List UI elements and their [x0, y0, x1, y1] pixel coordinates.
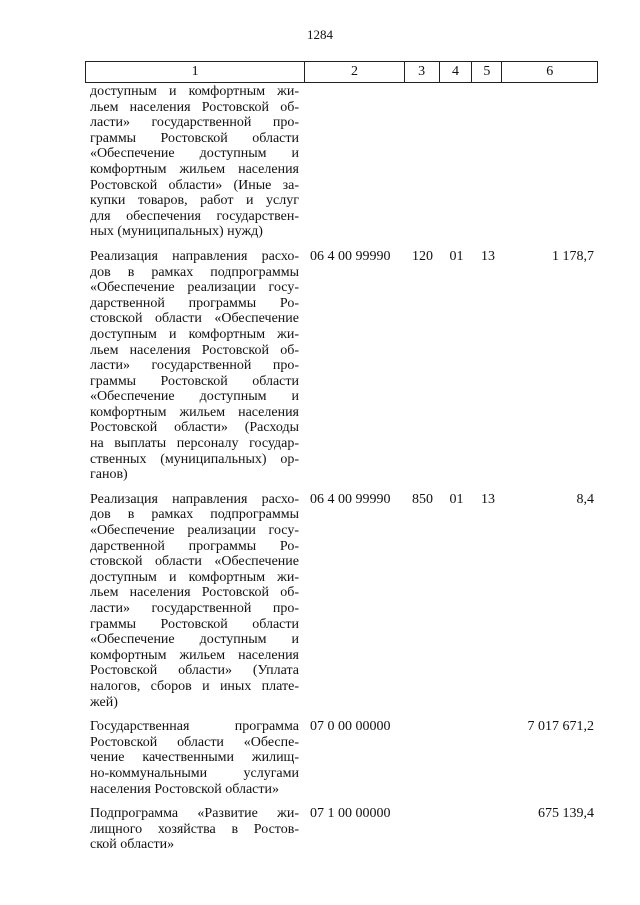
row-description [85, 84, 305, 240]
row-subsection [473, 719, 503, 797]
description-line: граммы Ростовской области [90, 616, 299, 632]
row-target-code: 07 1 00 00000 [310, 806, 391, 822]
description-line: комфортным жильем населения [90, 161, 299, 177]
row-description [85, 719, 305, 797]
description-line: ласти» государственной про- [90, 358, 299, 374]
description-line: «Обеспечение реализации госу- [90, 280, 299, 296]
description-line: «Обеспечение доступным и [90, 632, 299, 648]
description-line: Ростовской области» (Уплата [90, 663, 299, 679]
row-subsection: 13 [481, 491, 495, 507]
description-line: на выплаты персоналу государ- [90, 436, 299, 452]
row-target-code [305, 84, 405, 240]
description-line: чение качественными жилищ- [90, 750, 299, 766]
description-line: Реализация направления расхо- [90, 248, 299, 264]
table-row [85, 806, 598, 853]
description-line: ганов) [90, 467, 128, 483]
description-line: ных (муниципальных) нужд) [90, 224, 263, 240]
description-line: «Обеспечение реализации госу- [90, 523, 299, 539]
description-line: Ростовской области «Обеспе- [90, 734, 299, 750]
column-header-6: 6 [546, 64, 554, 79]
row-description [85, 806, 305, 853]
row-description [85, 492, 305, 710]
description-line: ласти» государственной про- [90, 601, 299, 616]
row-section [440, 84, 473, 240]
row-section [440, 806, 473, 853]
column-header-2: 2 [305, 62, 405, 82]
description-line: «Обеспечение доступным и [90, 146, 299, 162]
description-line: граммы Ростовской области [90, 373, 299, 389]
row-amount: 675 139,4 [538, 806, 594, 822]
column-header-1: 1 [86, 62, 305, 82]
column-header-5: 5 [472, 62, 502, 82]
column-header-3: 3 [405, 62, 440, 82]
description-line: для обеспечения государствен- [90, 208, 299, 224]
row-expense-type: 120 [412, 248, 433, 264]
row-expense-type [405, 84, 440, 240]
description-line: льем населения Ростовской об- [90, 585, 299, 601]
description-line: Ростовской области» (Расходы [90, 420, 299, 436]
description-line: Ростовской области» (Иные за- [90, 177, 299, 193]
description-line: Реализация направления расхо- [90, 491, 299, 507]
description-line: населения Ростовской области» [90, 781, 279, 797]
description-line: льем населения Ростовской об- [90, 342, 299, 358]
description-line: доступным и комфортным жи- [90, 569, 299, 585]
row-expense-type: 850 [412, 491, 433, 507]
description-line: лищного хозяйства в Ростов- [90, 821, 299, 837]
table-row [85, 249, 598, 483]
row-amount: 1 178,7 [552, 248, 594, 264]
description-line: льем населения Ростовской об- [90, 99, 299, 115]
description-line: налогов, сборов и иных плате- [90, 678, 299, 694]
table-body [85, 84, 598, 862]
row-subsection: 13 [481, 248, 495, 264]
table-row [85, 492, 598, 710]
description-line: дов в рамках подпрограммы [90, 507, 299, 523]
row-section: 01 [449, 491, 464, 507]
row-target-code: 07 0 00 00000 [310, 719, 391, 735]
description-line: Подпрограмма «Развитие жи- [90, 806, 299, 822]
description-line: доступным и комфортным жи- [90, 84, 299, 99]
description-line: стовской области «Обеспечение [90, 311, 299, 327]
description-line: купки товаров, работ и услуг [90, 193, 299, 209]
description-line: ласти» государственной про- [90, 115, 299, 131]
table-header [85, 61, 598, 83]
description-line: комфортным жильем населения [90, 647, 299, 663]
description-line: «Обеспечение доступным и [90, 389, 299, 405]
row-subsection [473, 84, 503, 240]
description-line: стовской области «Обеспечение [90, 554, 299, 570]
row-expense-type [405, 719, 440, 797]
description-line: но-коммунальными услугами [90, 765, 299, 781]
description-line: ственных (муниципальных) ор- [90, 451, 299, 467]
table-row [85, 84, 598, 240]
page-number: 1284 [307, 27, 333, 42]
description-line: дов в рамках подпрограммы [90, 264, 299, 280]
row-amount [503, 84, 598, 240]
description-line: Государственная программа [90, 719, 299, 735]
row-section [440, 719, 473, 797]
row-amount: 7 017 671,2 [527, 719, 594, 735]
description-line: жей) [90, 694, 118, 710]
row-section: 01 [449, 248, 464, 264]
description-line: комфортным жильем населения [90, 404, 299, 420]
row-target-code: 06 4 00 99990 [310, 491, 391, 507]
row-amount: 8,4 [576, 491, 594, 507]
row-target-code: 06 4 00 99990 [310, 248, 391, 264]
row-description [85, 249, 305, 483]
description-line: граммы Ростовской области [90, 130, 299, 146]
description-line: доступным и комфортным жи- [90, 326, 299, 342]
description-line: ской области» [90, 837, 175, 853]
column-header-4: 4 [440, 62, 473, 82]
description-line: дарственной программы Ро- [90, 538, 299, 554]
table-row [85, 719, 598, 797]
row-expense-type [405, 806, 440, 853]
row-subsection [473, 806, 503, 853]
description-line: дарственной программы Ро- [90, 295, 299, 311]
